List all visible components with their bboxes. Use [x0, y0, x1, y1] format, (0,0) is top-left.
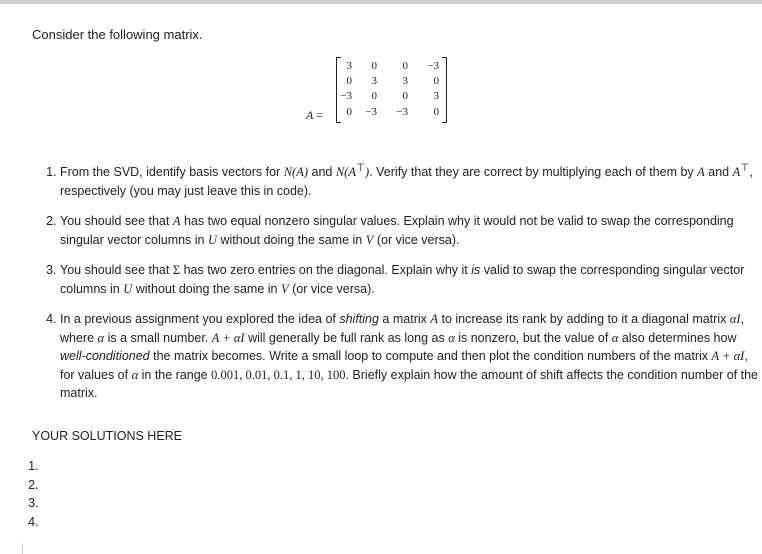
matrix-cell: 3 — [346, 60, 352, 72]
matrix-cell: 0 — [402, 90, 408, 102]
matrix-cell: 3 — [371, 75, 377, 87]
answer-list[interactable] — [28, 457, 42, 532]
matrix-cell: 0 — [346, 75, 352, 87]
question-3: 3. You should see that Σ has two zero entries on the diagonal. Explain why it is valid to swap the corresponding singular vector columns in U without doing the same in V (or vice versa). — [60, 261, 758, 298]
matrix-cell: 3 — [402, 75, 408, 87]
matrix-row — [340, 88, 440, 104]
solutions-heading: YOUR SOLUTIONS HERE — [32, 429, 183, 443]
matrix-A — [306, 54, 456, 124]
matrix-cell: −3 — [427, 60, 439, 72]
top-border — [0, 0, 762, 4]
matrix-cell: 3 — [433, 90, 439, 102]
question-1: 1. From the SVD, identify basis vectors for N(A) and N(A⊤). Verify that they are correct by multiplying each of them by A and A⊤, respectively (you may just leave this in code). — [60, 160, 758, 200]
matrix-cell: 0 — [402, 60, 408, 72]
text-cursor — [22, 543, 23, 554]
matrix-cell: 0 — [433, 106, 439, 118]
question-2: 2. You should see that A has two equal nonzero singular values. Explain why it would not be valid to swap the corresponding singular vector columns in U without doing the same in V (or vice versa). — [60, 212, 758, 249]
matrix-cell: 0 — [346, 106, 352, 118]
matrix-cell: −3 — [396, 106, 408, 118]
matrix-cell: −3 — [340, 90, 352, 102]
matrix-right-bracket — [442, 57, 447, 123]
intro-text: Consider the following matrix. — [32, 27, 203, 42]
question-4: 4. In a previous assignment you explored the idea of shifting a matrix A to increase its rank by adding to it a diagonal matrix αI, where α is a small number. A + αI will generally be full rank as long as α is nonzero, but the value of α also determines how well-conditioned the matrix becomes. Write a small loop to compute and then plot the condition numbers of the matrix A + αI, for values of α in the range 0.001, 0.01, 0.1, 1, 10, 100. Briefly explain how the amount of shift affects the condition number of the matrix. — [60, 310, 758, 403]
matrix-cell: −3 — [365, 106, 377, 118]
matrix-row — [340, 58, 440, 74]
matrix-cell: 0 — [371, 60, 377, 72]
matrix-cell: 0 — [371, 90, 377, 102]
matrix-label: A = — [306, 108, 324, 122]
matrix-cell: 0 — [433, 75, 439, 87]
question-list — [28, 160, 758, 415]
matrix-row — [340, 104, 440, 120]
matrix-row — [340, 73, 440, 89]
